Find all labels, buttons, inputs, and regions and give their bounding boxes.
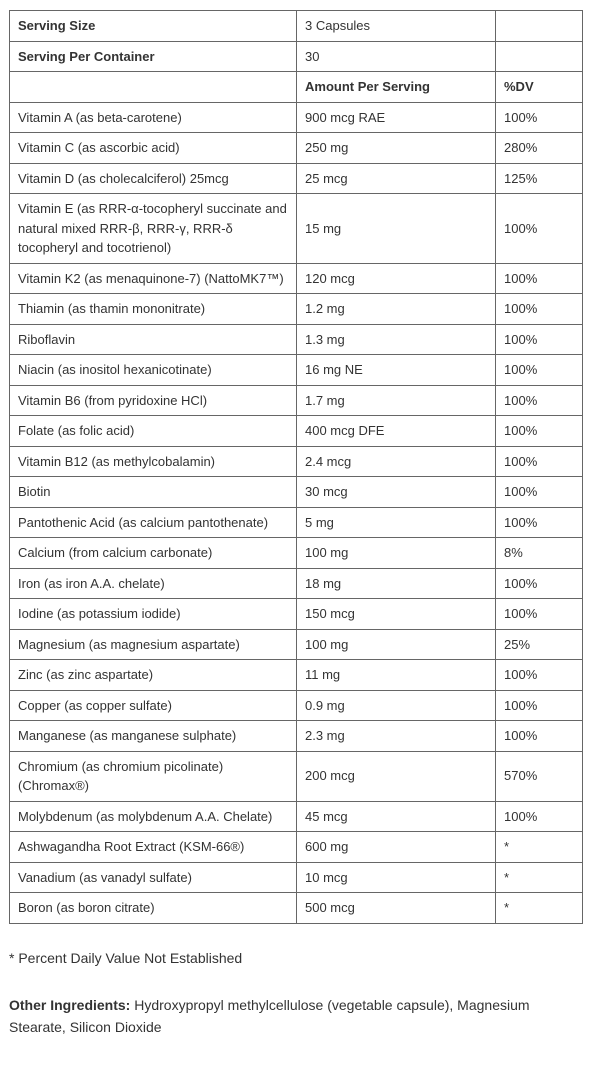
- nutrient-amount: 900 mcg RAE: [297, 102, 496, 133]
- nutrient-name: Folate (as folic acid): [10, 416, 297, 447]
- nutrient-daily-value: 100%: [496, 194, 583, 264]
- nutrient-row: [10, 893, 583, 924]
- nutrient-daily-value: 100%: [496, 102, 583, 133]
- nutrient-row: [10, 629, 583, 660]
- nutrient-row: [10, 599, 583, 630]
- nutrient-name: Vitamin E (as RRR-α-tocopheryl succinate and natural mixed RRR-β, RRR-γ, RRR-δ tocopheryl and tocotrienol): [10, 194, 297, 264]
- nutrient-row: [10, 507, 583, 538]
- nutrient-amount: 150 mcg: [297, 599, 496, 630]
- nutrient-row: [10, 801, 583, 832]
- nutrient-amount: 600 mg: [297, 832, 496, 863]
- nutrient-row: [10, 690, 583, 721]
- serving-size-value: 3 Capsules: [297, 11, 496, 42]
- nutrient-daily-value: 100%: [496, 355, 583, 386]
- nutrient-name: Chromium (as chromium picolinate) (Chromax®): [10, 751, 297, 801]
- nutrient-name: Vitamin B6 (from pyridoxine HCl): [10, 385, 297, 416]
- nutrient-daily-value: 100%: [496, 294, 583, 325]
- nutrient-name: Riboflavin: [10, 324, 297, 355]
- nutrient-name: Vanadium (as vanadyl sulfate): [10, 862, 297, 893]
- nutrient-amount: 1.7 mg: [297, 385, 496, 416]
- nutrient-amount: 2.4 mcg: [297, 446, 496, 477]
- nutrient-name: Thiamin (as thamin mononitrate): [10, 294, 297, 325]
- other-ingredients-text: Hydroxypropyl methylcellulose (vegetable capsule), Magnesium Stearate, Silicon Dioxide: [9, 996, 530, 1035]
- nutrient-amount: 25 mcg: [297, 163, 496, 194]
- nutrient-name: Boron (as boron citrate): [10, 893, 297, 924]
- serving-size-label: Serving Size: [10, 11, 297, 42]
- empty-cell: [496, 11, 583, 42]
- nutrient-daily-value: 100%: [496, 385, 583, 416]
- nutrient-name: Pantothenic Acid (as calcium pantothenate): [10, 507, 297, 538]
- nutrient-daily-value: 100%: [496, 263, 583, 294]
- nutrient-name: Copper (as copper sulfate): [10, 690, 297, 721]
- nutrient-daily-value: 100%: [496, 324, 583, 355]
- nutrient-row: [10, 102, 583, 133]
- nutrient-amount: 10 mcg: [297, 862, 496, 893]
- supplement-facts-table: [9, 10, 583, 924]
- nutrient-daily-value: 125%: [496, 163, 583, 194]
- nutrient-daily-value: 8%: [496, 538, 583, 569]
- nutrient-row: [10, 862, 583, 893]
- nutrient-row: [10, 477, 583, 508]
- nutrient-row: [10, 832, 583, 863]
- nutrient-row: [10, 660, 583, 691]
- nutrient-amount: 100 mg: [297, 629, 496, 660]
- servings-per-container-label: Serving Per Container: [10, 41, 297, 72]
- nutrient-name: Iodine (as potassium iodide): [10, 599, 297, 630]
- nutrient-amount: 16 mg NE: [297, 355, 496, 386]
- nutrient-row: [10, 721, 583, 752]
- nutrient-name: Zinc (as zinc aspartate): [10, 660, 297, 691]
- nutrient-row: [10, 751, 583, 801]
- nutrient-row: [10, 163, 583, 194]
- nutrient-row: [10, 133, 583, 164]
- nutrient-row: [10, 194, 583, 264]
- nutrient-daily-value: *: [496, 832, 583, 863]
- nutrient-daily-value: 570%: [496, 751, 583, 801]
- nutrient-daily-value: 100%: [496, 690, 583, 721]
- nutrient-amount: 0.9 mg: [297, 690, 496, 721]
- nutrient-row: [10, 324, 583, 355]
- nutrient-name: Vitamin A (as beta-carotene): [10, 102, 297, 133]
- nutrient-daily-value: 100%: [496, 599, 583, 630]
- daily-value-header: %DV: [496, 72, 583, 103]
- nutrient-daily-value: 100%: [496, 446, 583, 477]
- other-ingredients: [9, 994, 583, 1038]
- nutrient-daily-value: *: [496, 893, 583, 924]
- nutrient-daily-value: 100%: [496, 507, 583, 538]
- nutrient-amount: 250 mg: [297, 133, 496, 164]
- nutrient-name: Vitamin D (as cholecalciferol) 25mcg: [10, 163, 297, 194]
- nutrient-daily-value: 100%: [496, 660, 583, 691]
- nutrient-name: Niacin (as inositol hexanicotinate): [10, 355, 297, 386]
- nutrient-row: [10, 294, 583, 325]
- nutrient-amount: 500 mcg: [297, 893, 496, 924]
- nutrient-name: Iron (as iron A.A. chelate): [10, 568, 297, 599]
- nutrient-row: [10, 263, 583, 294]
- nutrient-row: [10, 446, 583, 477]
- nutrient-daily-value: *: [496, 862, 583, 893]
- other-ingredients-label: Other Ingredients:: [9, 996, 131, 1013]
- nutrient-name: Ashwagandha Root Extract (KSM-66®): [10, 832, 297, 863]
- nutrient-amount: 1.2 mg: [297, 294, 496, 325]
- nutrient-daily-value: 100%: [496, 801, 583, 832]
- nutrient-name: Biotin: [10, 477, 297, 508]
- nutrient-name: Vitamin C (as ascorbic acid): [10, 133, 297, 164]
- nutrient-amount: 30 mcg: [297, 477, 496, 508]
- nutrient-amount: 1.3 mg: [297, 324, 496, 355]
- nutrient-name: Calcium (from calcium carbonate): [10, 538, 297, 569]
- empty-cell: [496, 41, 583, 72]
- empty-cell: [10, 72, 297, 103]
- nutrient-row: [10, 355, 583, 386]
- nutrient-name: Vitamin B12 (as methylcobalamin): [10, 446, 297, 477]
- nutrient-name: Magnesium (as magnesium aspartate): [10, 629, 297, 660]
- nutrient-row: [10, 416, 583, 447]
- servings-per-container-row: [10, 41, 583, 72]
- nutrient-name: Vitamin K2 (as menaquinone-7) (NattoMK7™): [10, 263, 297, 294]
- nutrient-daily-value: 100%: [496, 416, 583, 447]
- serving-size-row: [10, 11, 583, 42]
- footnote: * Percent Daily Value Not Established: [9, 949, 243, 966]
- nutrient-daily-value: 25%: [496, 629, 583, 660]
- nutrient-amount: 200 mcg: [297, 751, 496, 801]
- nutrient-row: [10, 568, 583, 599]
- nutrient-row: [10, 385, 583, 416]
- nutrient-name: Molybdenum (as molybdenum A.A. Chelate): [10, 801, 297, 832]
- nutrient-daily-value: 280%: [496, 133, 583, 164]
- nutrient-amount: 11 mg: [297, 660, 496, 691]
- nutrient-name: Manganese (as manganese sulphate): [10, 721, 297, 752]
- nutrient-amount: 18 mg: [297, 568, 496, 599]
- nutrient-daily-value: 100%: [496, 721, 583, 752]
- nutrient-row: [10, 538, 583, 569]
- nutrient-amount: 400 mcg DFE: [297, 416, 496, 447]
- amount-per-serving-header: Amount Per Serving: [297, 72, 496, 103]
- nutrient-amount: 15 mg: [297, 194, 496, 264]
- nutrient-amount: 100 mg: [297, 538, 496, 569]
- nutrient-amount: 45 mcg: [297, 801, 496, 832]
- servings-per-container-value: 30: [297, 41, 496, 72]
- nutrient-daily-value: 100%: [496, 477, 583, 508]
- column-header-row: [10, 72, 583, 103]
- nutrient-amount: 2.3 mg: [297, 721, 496, 752]
- nutrient-daily-value: 100%: [496, 568, 583, 599]
- nutrient-amount: 120 mcg: [297, 263, 496, 294]
- nutrient-amount: 5 mg: [297, 507, 496, 538]
